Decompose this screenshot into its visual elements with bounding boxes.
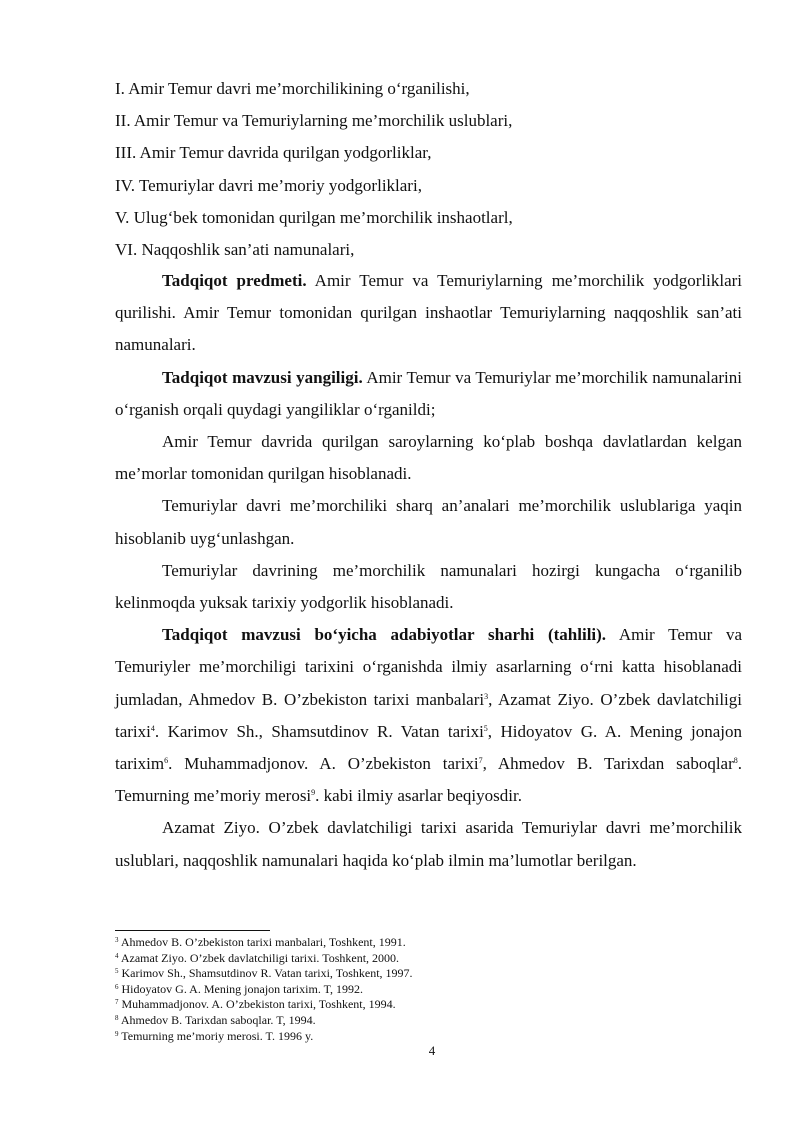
paragraph-text: . Temurning me’moriy merosi xyxy=(115,754,742,806)
footnote-number: 6 xyxy=(115,982,119,991)
list-item: V. Ulug‘bek tomonidan qurilgan me’morchilik inshaotlarl, xyxy=(115,207,513,227)
paragraph-text: Azamat Ziyo. O’zbek davlatchiligi tarixi asarida Temuriylar davri me’morchilik uslublari, naqqoshlik namunalari haqida ko‘plab ilmin ma’lumotlar berilgan. xyxy=(115,818,742,870)
paragraph-heading: Tadqiqot mavzusi bo‘yicha adabiyotlar sharhi (tahlili). xyxy=(162,625,607,645)
footnote xyxy=(115,982,755,998)
footnote-ref[interactable]: 4 xyxy=(150,723,155,733)
footnote-ref[interactable]: 9 xyxy=(311,788,316,798)
footnote-ref[interactable]: 7 xyxy=(478,756,483,766)
footnote-number: 8 xyxy=(115,1013,119,1022)
footnote-ref[interactable]: 3 xyxy=(484,691,489,701)
paragraph-research-novelty xyxy=(115,362,742,426)
paragraph-heading: Tadqiqot predmeti. xyxy=(162,271,307,290)
footnote-number: 7 xyxy=(115,998,119,1007)
footnote-number: 5 xyxy=(115,967,119,976)
footnote xyxy=(115,1029,755,1045)
list-item: II. Amir Temur va Temuriylarning me’morchilik uslublari, xyxy=(115,111,513,131)
footnote-ref[interactable]: 8 xyxy=(733,756,738,766)
list-item: III. Amir Temur davrida qurilgan yodgorliklar, xyxy=(115,143,432,163)
footnote-ref[interactable]: 5 xyxy=(483,723,488,733)
footnote-text: Ahmedov B. Tarixdan saboqlar. T, 1994. xyxy=(118,1012,316,1027)
paragraph-text: , Ahmedov B. Tarixdan saboqlar xyxy=(482,754,734,774)
list-item: VI. Naqqoshlik san’ati namunalari, xyxy=(115,239,355,259)
paragraph-research-subject xyxy=(115,265,742,362)
footnote xyxy=(115,1013,755,1029)
footnote-text: Azamat Ziyo. O’zbek davlatchiligi tarixi. Toshkent, 2000. xyxy=(118,950,400,965)
paragraph-text: Amir Temur davrida qurilgan saroylarning ko‘plab boshqa davlatlardan kelgan me’morlar tomonidan qurilgan hisoblanadi. xyxy=(115,432,742,484)
footnote-number: 9 xyxy=(115,1029,119,1038)
footnote-text: Muhammadjonov. A. O’zbekiston tarixi, Toshkent, 1994. xyxy=(118,997,396,1012)
body-text xyxy=(115,265,742,877)
footnote xyxy=(115,997,755,1013)
footnote xyxy=(115,951,755,967)
footnote-number: 4 xyxy=(115,951,119,960)
footnote-text: Karimov Sh., Shamsutdinov R. Vatan tarixi, Toshkent, 1997. xyxy=(118,966,413,981)
paragraph-heading: Tadqiqot mavzusi yangiligi. xyxy=(162,367,363,387)
footnote xyxy=(115,966,755,982)
paragraph-text: Temuriylar davri me’morchiliki sharq an’analari me’morchilik uslublariga yaqin hisoblanib uyg‘unlashgan. xyxy=(115,496,742,548)
footnotes xyxy=(115,935,755,1044)
footnote-text: Ahmedov B. O’zbekiston tarixi manbalari, Toshkent, 1991. xyxy=(118,935,406,949)
paragraph-text: . Muhammadjonov. A. O’zbekiston tarixi xyxy=(168,754,479,774)
paragraph-text: Temuriylar davrining me’morchilik namunalari hozirgi kungacha o‘rganilib kelinmoqda yuksak tarixiy yodgorlik hisoblanadi. xyxy=(115,560,742,613)
topic-list xyxy=(115,73,745,266)
paragraph-text: . Karimov Sh., Shamsutdinov R. Vatan tarixi xyxy=(154,721,484,741)
list-item: I. Amir Temur davri me’morchilikining o‘rganilishi, xyxy=(115,79,470,98)
footnote-separator xyxy=(115,930,270,931)
footnote xyxy=(115,935,755,951)
list-item: IV. Temuriylar davri me’moriy yodgorliklari, xyxy=(115,175,422,195)
footnote-ref[interactable]: 6 xyxy=(164,756,169,766)
paragraph-text: Amir Temur va Temuriylar me’morchilik namunalarini o‘rganish orqali quydagi yangiliklar o‘rganildi; xyxy=(115,367,742,419)
footnote-number: 3 xyxy=(115,936,119,944)
page-number: 4 xyxy=(428,1043,436,1058)
paragraph-text: . kabi ilmiy asarlar beqiyosdir. xyxy=(315,786,522,806)
paragraph-literature-review xyxy=(115,619,742,812)
paragraph-text: Amir Temur va Temuriyler me’morchiligi tarixini o‘rganishda ilmiy asarlarning o‘rni katta hisoblanadi jumladan, Ahmedov B. O’zbekiston tarixi manbalari xyxy=(115,625,743,709)
paragraph-text: , Hidoyatov G. A. Mening jonajon tarixim xyxy=(115,721,742,774)
paragraph-text: Amir Temur va Temuriylarning me’morchilik yodgorliklari qurilishi. Amir Temur tomonidan qurilgan inshaotlar Temuriylarning naqqoshlik san’ati namunalari. xyxy=(115,271,743,355)
footnote-text: Temurning me’moriy merosi. T. 1996 y. xyxy=(118,1028,314,1043)
paragraph-text: , Azamat Ziyo. O’zbek davlatchiligi tarixi xyxy=(115,689,742,741)
footnote-text: Hidoyatov G. A. Mening jonajon tarixim. T, 1992. xyxy=(118,981,364,996)
